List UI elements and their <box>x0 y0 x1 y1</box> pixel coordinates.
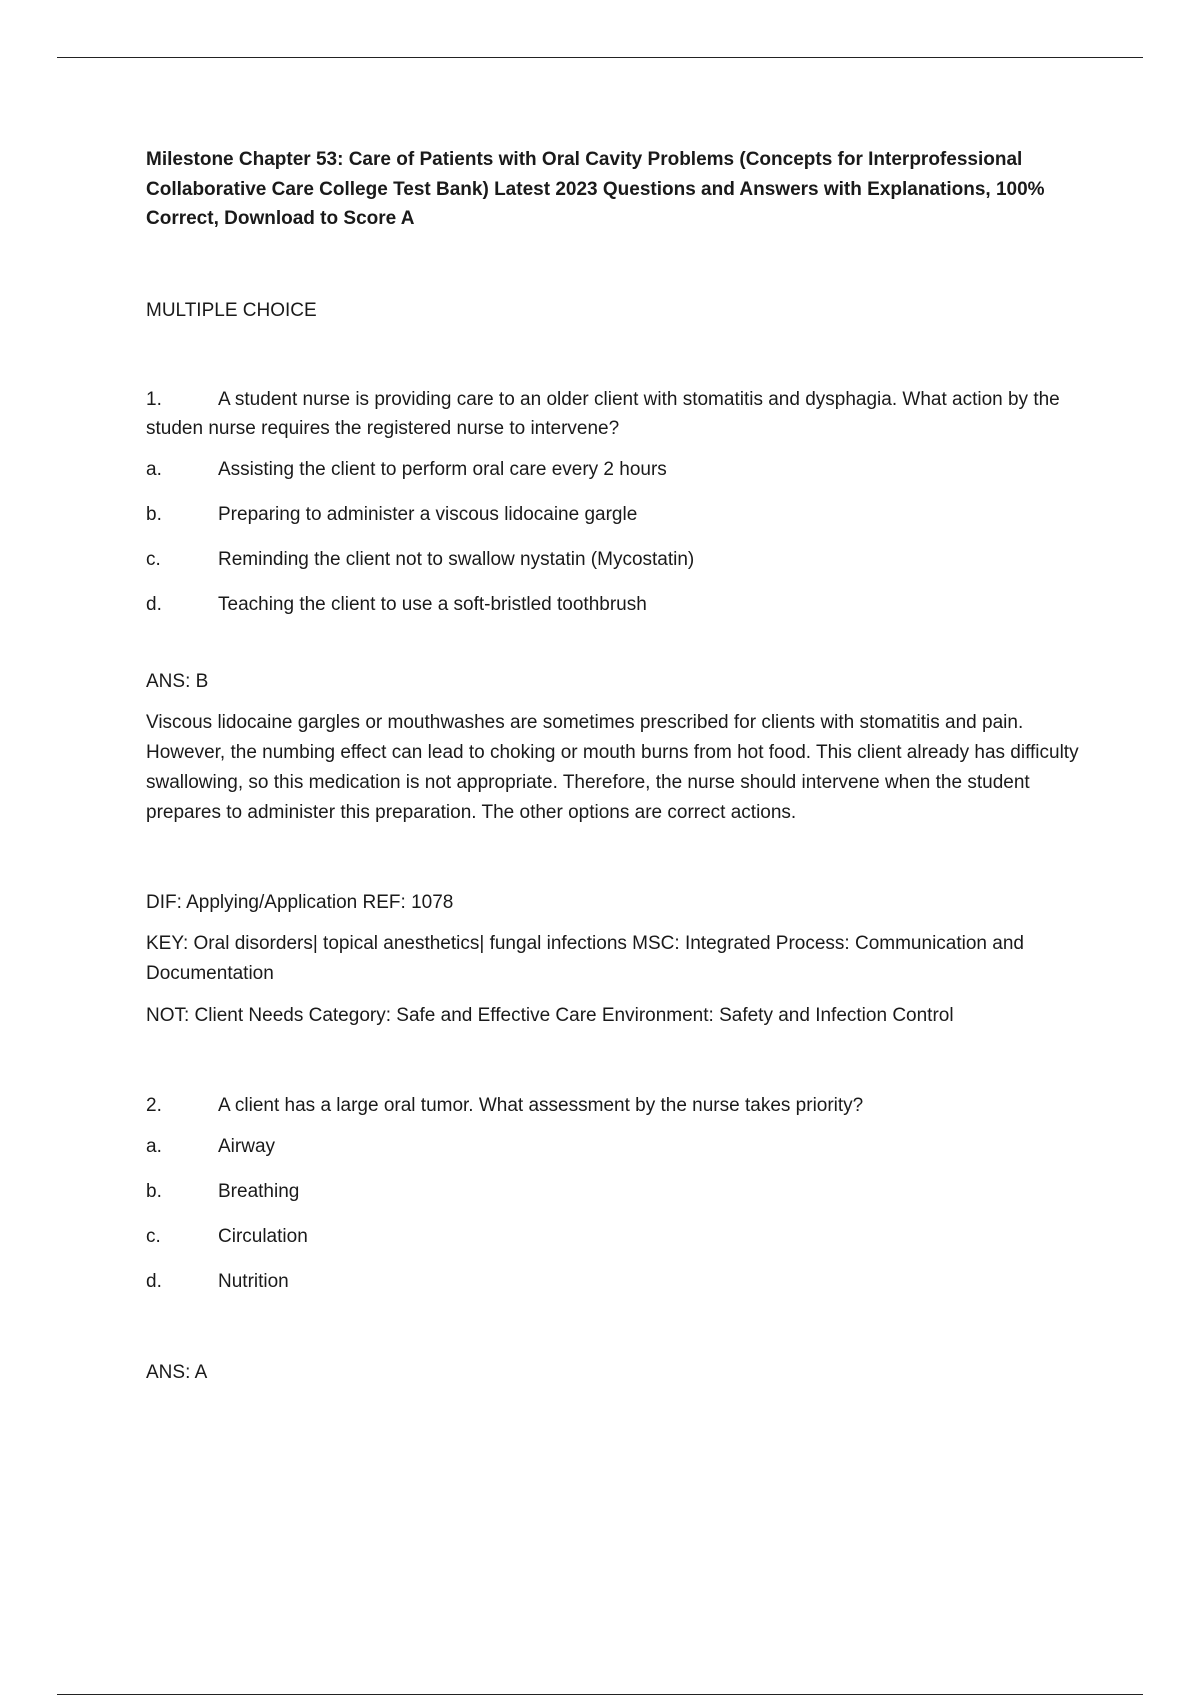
option-letter: a. <box>146 1135 162 1157</box>
question-1-answer: ANS: B <box>146 670 209 692</box>
option-letter: a. <box>146 458 162 480</box>
question-2 <box>146 1091 1096 1387</box>
option-letter: c. <box>146 548 161 570</box>
bottom-rule <box>57 1694 1143 1695</box>
option-item <box>146 1222 1096 1251</box>
option-letter: d. <box>146 1270 162 1292</box>
question-1-dif-ref: DIF: Applying/Application REF: 1078 <box>146 891 454 913</box>
option-letter: b. <box>146 1180 162 1202</box>
question-1-key-msc: KEY: Oral disorders| topical anesthetics| fungal infections MSC: Integrated Process: Communication and Documentation <box>146 932 1024 984</box>
document-body <box>146 145 1096 1387</box>
option-item <box>146 1132 1096 1161</box>
question-1-stem <box>146 385 1096 443</box>
option-letter: b. <box>146 503 162 525</box>
question-1-number: 1. <box>146 388 162 410</box>
option-item <box>146 500 1096 529</box>
question-2-text: A client has a large oral tumor. What assessment by the nurse takes priority? <box>218 1094 864 1116</box>
option-letter: d. <box>146 593 162 615</box>
option-item <box>146 590 1096 619</box>
question-1-text: A student nurse is providing care to an older client with stomatitis and dysphagia. What action by the studen nurse requires the registered nurse to intervene? <box>146 388 1060 439</box>
top-rule <box>57 57 1143 58</box>
section-heading: MULTIPLE CHOICE <box>146 299 317 321</box>
question-2-answer: ANS: A <box>146 1361 208 1383</box>
option-text: Teaching the client to use a soft-bristled toothbrush <box>218 593 647 615</box>
document-title: Milestone Chapter 53: Care of Patients with Oral Cavity Problems (Concepts for Interprofessional Collaborative Care College Test Bank) Latest 2023 Questions and Answers with Explanations, 100% Correct, Download to Score A <box>146 149 1045 229</box>
option-letter: c. <box>146 1225 161 1247</box>
option-item <box>146 1267 1096 1296</box>
option-text: Breathing <box>218 1180 300 1202</box>
question-1-not: NOT: Client Needs Category: Safe and Effective Care Environment: Safety and Infection Control <box>146 1004 954 1026</box>
option-text: Reminding the client not to swallow nystatin (Mycostatin) <box>218 548 695 570</box>
option-text: Preparing to administer a viscous lidocaine gargle <box>218 503 638 525</box>
question-2-stem <box>146 1091 1096 1120</box>
question-1 <box>146 385 1096 1031</box>
option-text: Airway <box>218 1135 276 1157</box>
option-text: Circulation <box>218 1225 308 1247</box>
option-item <box>146 1177 1096 1206</box>
question-1-rationale: Viscous lidocaine gargles or mouthwashes are sometimes prescribed for clients with stomatitis and pain. However, the numbing effect can lead to choking or mouth burns from hot food. This client already has difficulty swallowing, so this medication is not appropriate. Therefore, the nurse should intervene when the student prepares to administer this preparation. The other options are correct actions. <box>146 711 1079 823</box>
question-2-options <box>146 1132 1096 1296</box>
question-1-options <box>146 455 1096 619</box>
option-item <box>146 455 1096 484</box>
question-2-number: 2. <box>146 1094 162 1116</box>
option-text: Assisting the client to perform oral care every 2 hours <box>218 458 667 480</box>
option-text: Nutrition <box>218 1270 289 1292</box>
option-item <box>146 545 1096 574</box>
